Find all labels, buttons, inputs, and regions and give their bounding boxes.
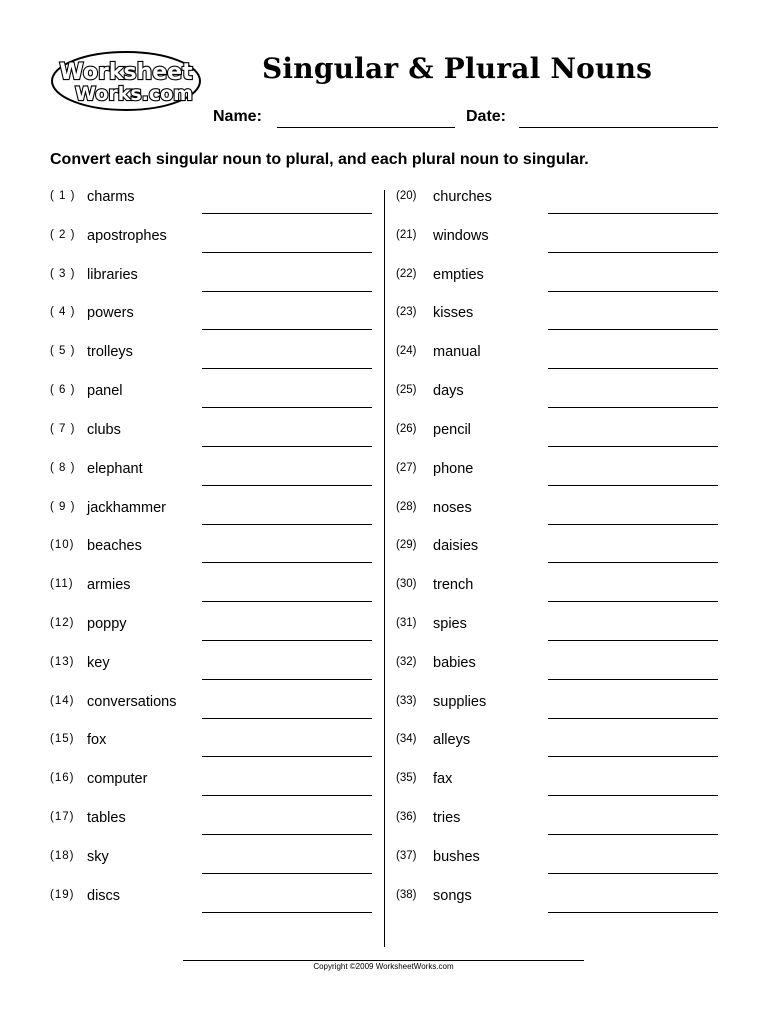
noun-word: empties	[433, 266, 484, 283]
answer-line[interactable]	[548, 291, 718, 292]
answer-line[interactable]	[202, 291, 372, 292]
item-number: (14)	[50, 694, 75, 707]
noun-word: discs	[87, 887, 121, 904]
answer-line[interactable]	[548, 756, 718, 757]
item-number: (30)	[396, 578, 417, 591]
list-item	[50, 694, 372, 733]
answer-line[interactable]	[548, 640, 718, 641]
noun-word: spies	[433, 615, 467, 632]
item-number: (32)	[396, 655, 417, 668]
left-column	[50, 189, 372, 926]
worksheetworks-logo	[50, 50, 202, 112]
answer-line[interactable]	[202, 368, 372, 369]
item-number: (37)	[396, 849, 417, 862]
list-item	[50, 655, 372, 694]
copyright-text: Copyright ©2009 WorksheetWorks.com	[313, 962, 454, 971]
answer-line[interactable]	[202, 834, 372, 835]
answer-line[interactable]	[548, 368, 718, 369]
logo-text-line1: Worksheet	[59, 60, 193, 85]
list-item	[50, 500, 372, 539]
page-title: Singular & Plural Nouns	[262, 52, 653, 85]
noun-word: babies	[433, 654, 476, 671]
item-number: ( 2 )	[50, 228, 76, 241]
answer-line[interactable]	[202, 679, 372, 680]
answer-line[interactable]	[548, 834, 718, 835]
answer-line[interactable]	[548, 873, 718, 874]
list-item	[396, 577, 718, 616]
item-number: ( 6 )	[50, 384, 76, 397]
item-number: (26)	[396, 422, 417, 435]
list-item	[396, 383, 718, 422]
answer-line[interactable]	[548, 252, 718, 253]
answer-line[interactable]	[548, 601, 718, 602]
item-number: (17)	[50, 811, 75, 823]
item-number: ( 8 )	[50, 461, 76, 474]
answer-line[interactable]	[202, 795, 372, 796]
item-number: (28)	[396, 500, 417, 513]
column-divider	[384, 190, 385, 947]
item-number: (20)	[396, 190, 417, 202]
date-field[interactable]	[519, 127, 718, 128]
logo-text-line2: Works.com	[75, 83, 193, 105]
list-item	[50, 305, 372, 344]
item-number: ( 9 )	[50, 500, 76, 513]
instructions: Convert each singular noun to plural, and each plural noun to singular.	[50, 151, 589, 168]
list-item	[50, 771, 372, 810]
list-item	[50, 810, 372, 849]
item-number: (15)	[50, 733, 75, 746]
answer-line[interactable]	[202, 252, 372, 253]
item-number: ( 1 )	[50, 190, 76, 202]
list-item	[396, 771, 718, 810]
item-number: (27)	[396, 461, 417, 474]
list-item	[396, 888, 718, 927]
list-item	[50, 267, 372, 306]
list-item	[50, 228, 372, 267]
noun-word: daisies	[433, 538, 479, 555]
item-number: (23)	[396, 306, 417, 319]
list-item	[50, 616, 372, 655]
answer-line[interactable]	[548, 912, 718, 913]
item-number: (13)	[50, 655, 75, 668]
item-number: ( 7 )	[50, 422, 76, 435]
list-item	[396, 849, 718, 888]
list-item	[396, 538, 718, 577]
noun-word: sky	[87, 848, 109, 865]
list-item	[50, 888, 372, 927]
noun-word: pencil	[433, 421, 471, 438]
item-number: (10)	[50, 539, 75, 552]
noun-word: kisses	[433, 305, 474, 322]
noun-word: fox	[87, 732, 107, 749]
list-item	[50, 189, 372, 228]
noun-word: elephant	[87, 460, 143, 477]
noun-word: apostrophes	[87, 227, 167, 244]
answer-line[interactable]	[202, 756, 372, 757]
noun-word: computer	[87, 771, 148, 788]
date-label: Date:	[466, 108, 507, 125]
item-number: (38)	[396, 888, 417, 901]
list-item	[396, 305, 718, 344]
answer-line[interactable]	[548, 485, 718, 486]
noun-word: tries	[433, 810, 461, 826]
answer-line[interactable]	[202, 329, 372, 330]
item-number: (36)	[396, 811, 417, 823]
item-number: (25)	[396, 384, 417, 397]
item-number: (16)	[50, 772, 75, 785]
list-item	[396, 810, 718, 849]
list-item	[50, 538, 372, 577]
answer-line[interactable]	[548, 679, 718, 680]
list-item	[396, 189, 718, 228]
noun-word: beaches	[87, 538, 142, 555]
list-item	[50, 849, 372, 888]
footer-rule	[183, 960, 584, 961]
answer-line[interactable]	[548, 524, 718, 525]
item-number: ( 3 )	[50, 267, 76, 280]
answer-line[interactable]	[548, 562, 718, 563]
item-number: (19)	[50, 888, 75, 901]
item-number: (11)	[50, 578, 74, 591]
list-item	[396, 267, 718, 306]
noun-word: charms	[87, 189, 135, 205]
noun-word: libraries	[87, 266, 138, 283]
noun-word: alleys	[433, 732, 471, 749]
noun-word: fax	[433, 771, 453, 788]
noun-word: conversations	[87, 693, 177, 710]
item-number: (35)	[396, 772, 417, 785]
answer-line[interactable]	[202, 524, 372, 525]
answer-line[interactable]	[548, 329, 718, 330]
noun-word: trolleys	[87, 344, 133, 361]
item-number: (34)	[396, 733, 417, 746]
answer-line[interactable]	[202, 562, 372, 563]
item-number: (22)	[396, 267, 417, 280]
answer-line[interactable]	[202, 407, 372, 408]
list-item	[396, 422, 718, 461]
item-number: (12)	[50, 616, 75, 629]
list-item	[50, 732, 372, 771]
answer-line[interactable]	[202, 213, 372, 214]
list-item	[396, 616, 718, 655]
list-item	[396, 655, 718, 694]
answer-line[interactable]	[548, 795, 718, 796]
list-item	[50, 344, 372, 383]
list-item	[396, 461, 718, 500]
answer-line[interactable]	[202, 601, 372, 602]
answer-line[interactable]	[202, 640, 372, 641]
noun-word: key	[87, 654, 110, 671]
answer-line[interactable]	[548, 446, 718, 447]
noun-word: trench	[433, 577, 474, 594]
answer-line[interactable]	[548, 407, 718, 408]
item-number: (24)	[396, 345, 417, 358]
noun-word: powers	[87, 305, 134, 322]
noun-word: bushes	[433, 848, 480, 865]
answer-line[interactable]	[202, 873, 372, 874]
item-number: (31)	[396, 616, 417, 629]
noun-word: panel	[87, 383, 123, 400]
answer-line[interactable]	[548, 213, 718, 214]
list-item	[396, 500, 718, 539]
noun-word: armies	[87, 577, 131, 594]
noun-word: songs	[433, 887, 472, 904]
list-item	[396, 732, 718, 771]
list-item	[50, 383, 372, 422]
noun-word: poppy	[87, 615, 127, 632]
item-number: (33)	[396, 694, 417, 707]
noun-word: clubs	[87, 421, 121, 438]
noun-word: jackhammer	[87, 499, 166, 516]
noun-word: manual	[433, 344, 481, 361]
list-item	[396, 694, 718, 733]
noun-word: churches	[433, 189, 492, 205]
list-item	[50, 422, 372, 461]
noun-word: windows	[433, 227, 489, 244]
list-item	[396, 344, 718, 383]
item-number: ( 5 )	[50, 345, 76, 358]
answer-line[interactable]	[548, 718, 718, 719]
list-item	[50, 577, 372, 616]
noun-word: noses	[433, 499, 472, 516]
right-column	[396, 189, 718, 926]
noun-word: days	[433, 383, 464, 400]
item-number: (18)	[50, 849, 75, 862]
answer-line[interactable]	[202, 446, 372, 447]
item-number: (29)	[396, 539, 417, 552]
answer-line[interactable]	[202, 912, 372, 913]
answer-line[interactable]	[202, 485, 372, 486]
list-item	[50, 461, 372, 500]
item-number: (21)	[396, 228, 417, 241]
name-field[interactable]	[277, 127, 455, 128]
item-number: ( 4 )	[50, 306, 76, 319]
list-item	[396, 228, 718, 267]
name-label: Name:	[213, 108, 262, 125]
noun-word: tables	[87, 810, 126, 826]
noun-word: phone	[433, 460, 474, 477]
answer-line[interactable]	[202, 718, 372, 719]
noun-word: supplies	[433, 693, 487, 710]
